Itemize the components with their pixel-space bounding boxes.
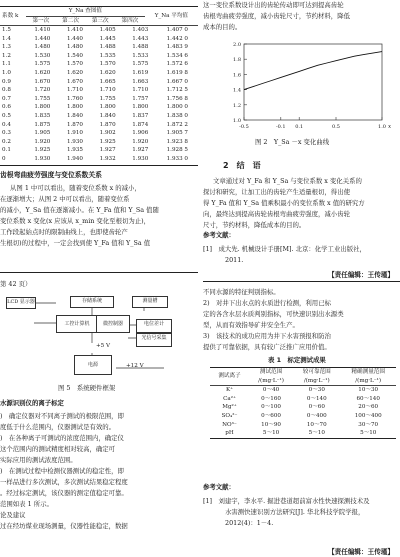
ipc-box: 工控计算机 xyxy=(56,315,98,333)
table-cell: 1.906 xyxy=(132,130,149,137)
calibration-body xyxy=(0,411,198,532)
lcd-box: LCD 显示器 xyxy=(6,297,36,309)
editor-credit-bottom: 【责任编辑：王传瑾】 xyxy=(328,548,394,556)
table-cell: 0～600 xyxy=(261,412,281,419)
label-12v: +12 V xyxy=(126,363,144,369)
table-header-row xyxy=(210,368,396,386)
storage-box: 存储系统 xyxy=(70,296,114,308)
table-cell: 1.840 xyxy=(99,112,116,119)
table-cell: 1.480 xyxy=(66,44,83,51)
table-header-cell: 较可靠范围 /(mg·L⁻¹) xyxy=(293,368,340,386)
table-cell: 1.928 5 xyxy=(166,147,188,154)
table-cell: 1.2 xyxy=(2,52,11,59)
table-cell: 0～30 xyxy=(308,387,325,394)
text-line: 工作段起始点时的限制曲线上，也即使齿轮产 xyxy=(0,228,128,236)
table-cell: 1.534 6 xyxy=(166,52,188,59)
table-cell: 0～60 xyxy=(308,404,325,411)
table-cell: 1.800 0 xyxy=(166,104,188,111)
table-cell: 1.405 xyxy=(99,27,116,33)
table-cell: Ca²⁺ xyxy=(223,395,236,402)
figure-caption-2: 图 2 Y_Sa －x 变化曲线 xyxy=(255,138,330,146)
table-cell: 1.443 xyxy=(132,35,149,42)
text-line: 这个范围内的测试精度相对较高，确定可 xyxy=(0,445,116,453)
table-row xyxy=(0,86,198,95)
text-line: 得 Y_Fa 值和 Y_Sa 值乘积最小的变位系数 x 值的研究方 xyxy=(203,199,365,207)
table-row xyxy=(0,95,198,104)
table-cell: 0～40 xyxy=(262,387,280,394)
table-cell: 1.407 0 xyxy=(166,27,188,33)
text-line: 度低于什么范围内，仪器测试是有效的。 xyxy=(0,423,116,431)
table-cell: 1.923 8 xyxy=(166,138,188,145)
y-tick-label: 1.0 xyxy=(233,118,241,124)
table-cell: 20～60 xyxy=(358,404,379,411)
text-line: 定的各含水层水质判别指标，可快速识别出水源类 xyxy=(203,310,344,318)
table-cell: 1.442 0 xyxy=(166,35,188,42)
text-line: [1] 刘建宇，李水平. 掘进巷道超前富水性快速探测技术及 xyxy=(203,497,370,505)
table-cell: 1.4 xyxy=(2,35,11,42)
table-cell: 1.575 xyxy=(34,61,51,68)
table-cell: 1.667 0 xyxy=(166,78,188,85)
table-cell: 1.488 xyxy=(99,44,116,51)
table-cell: 1.755 xyxy=(99,95,116,102)
left-section-body xyxy=(0,183,198,249)
text-line: 文章通过对 Y_Fa 和 Y_Sa 与变位系数 x 变化关系的 xyxy=(213,177,362,185)
table-cell: 1.933 0 xyxy=(166,155,188,162)
table-cell: 1.757 xyxy=(132,95,149,102)
text-line: 生根切)的过程中，一定会找到使 Y_Fa 值和 Y_Sa 值 xyxy=(0,239,151,247)
table-cell: 1.575 xyxy=(132,61,149,68)
table-cell: 0.8 xyxy=(2,87,11,94)
table-cell: 1.663 xyxy=(132,78,149,85)
table-cell: 1.570 xyxy=(66,61,83,68)
table-cell: 1.483 9 xyxy=(166,44,188,51)
conclusion-body xyxy=(203,176,400,231)
y-tick-label: 1.8 xyxy=(233,57,241,64)
table-cell: 0.7 xyxy=(2,95,11,102)
text-line: 尺寸，节约材料，降低成本的目的。 xyxy=(203,221,306,229)
editor-credit-top: 【责任编辑：王传瑾】 xyxy=(328,271,394,279)
text-line: 型，从而有效指导矿井安全生产。 xyxy=(203,321,299,329)
table-cell: 0.5 xyxy=(2,112,11,119)
x-tick-label: 0.1 xyxy=(295,124,304,130)
table-cell: 1.840 xyxy=(66,112,83,119)
table-cell: SO₄²⁻ xyxy=(221,412,238,419)
x-tick-label: 0.5 xyxy=(332,124,340,130)
table-cell: 1.930 xyxy=(132,155,149,162)
x-axis-label: x xyxy=(388,124,392,130)
table-row xyxy=(210,386,396,395)
table-cell: 0.2 xyxy=(2,138,11,145)
table-row xyxy=(210,395,396,404)
table-cell: 1.572 6 xyxy=(166,61,188,68)
text-line: 从图 1 中可以看出，随着变位系数 x 的减小， xyxy=(10,184,141,192)
text-line: [1] 成大先. 机械设计手册[M]. 北京：化学工业出版社， xyxy=(203,245,366,253)
table-cell: 1.800 xyxy=(34,104,51,111)
text-line: 向，最终达到提高齿轮齿根弯曲疲劳强度，减小齿轮 xyxy=(203,210,350,218)
table-row xyxy=(0,121,198,130)
table-cell: 1.410 xyxy=(66,27,83,33)
table-cell: 1.940 xyxy=(66,155,83,162)
table-cell: 1.670 xyxy=(34,78,51,85)
table-cell: 1.403 xyxy=(132,27,149,33)
table-cell: 0～400 xyxy=(306,412,327,419)
x-tick-label: -0.1 xyxy=(275,124,286,130)
table-cell: 1.445 xyxy=(99,35,116,42)
table-cell: 1.3 xyxy=(2,44,11,51)
text-line: 齿根弯曲疲劳强度，减小齿轮尺寸，节约材料，降低 xyxy=(203,12,350,20)
subheader-cell: 第三次 xyxy=(91,17,109,24)
text-line: 成本的目的。 xyxy=(203,23,242,31)
table-cell: 1.619 xyxy=(132,69,149,76)
table-cell: pH xyxy=(210,429,249,438)
table-cell: 1.927 xyxy=(99,147,116,154)
table1-title: 表 1 标定测试成果 xyxy=(268,356,326,364)
table-cell: 1.710 xyxy=(66,87,83,94)
text-line: 探讨和研究，让加工出的齿轮产生适量根切，得出使 xyxy=(203,188,350,196)
table-cell: 1.710 xyxy=(99,87,116,94)
mcu-box: 微控制器 xyxy=(96,315,130,333)
table-row xyxy=(0,69,198,78)
table-cell: 1.872 2 xyxy=(166,121,188,128)
text-line: 提供了可靠依据，具有较广泛推广应用价值。 xyxy=(203,343,331,351)
table-row xyxy=(0,112,198,121)
y-tick-label: 2.0 xyxy=(233,42,241,48)
table-cell: 1.925 xyxy=(99,138,116,145)
table-cell: 0.1 xyxy=(2,147,11,154)
table-cell: 1.875 xyxy=(34,121,51,128)
table-cell: Mg²⁺ xyxy=(222,404,237,411)
table-cell: 10～30 xyxy=(358,387,379,394)
table-cell: 1.5 xyxy=(2,27,11,33)
table-cell: 1.619 8 xyxy=(166,69,188,76)
table-cell: 1.870 xyxy=(66,121,83,128)
table-cell: 0.9 xyxy=(2,78,11,85)
table-cell: 1.0 xyxy=(2,69,11,76)
text-line: ) 在各种离子可测试的浓度范围内，确定仪 xyxy=(0,434,124,442)
table-cell: 1.920 xyxy=(34,138,51,145)
table-cell: 1.440 xyxy=(66,35,83,42)
table-row xyxy=(0,146,198,155)
reference-1-bottom xyxy=(203,496,400,529)
table-cell: 1.620 xyxy=(99,69,116,76)
calibration-heading: 水源识别仪的离子标定 xyxy=(0,399,64,407)
col-k-header: 系数 k xyxy=(2,12,19,19)
table-cell: 1.838 0 xyxy=(166,112,188,119)
table-cell: 1.932 xyxy=(99,155,116,162)
bottom-right-intro xyxy=(203,287,400,353)
table-cell: 1.1 xyxy=(2,61,11,68)
table-cell: 1.665 xyxy=(99,78,116,85)
table-cell: 1.530 xyxy=(34,52,51,59)
table-cell: 1.720 xyxy=(34,87,51,94)
refs-heading-bottom: 参考文献： xyxy=(203,483,235,491)
text-line: 的减小，Y_Sa 值在逐渐减小。在 Y_Fa 值和 Y_Sa 值随 xyxy=(0,206,159,214)
table-cell: 1.800 xyxy=(132,104,149,111)
table-row xyxy=(0,52,198,61)
table-row xyxy=(0,78,198,87)
text-line: 变位系数 x 变化(x 应该从 x_min 变化至根切为止)， xyxy=(0,217,151,225)
table-cell: 100～400 xyxy=(354,412,382,419)
text-line: 这一变位系数设计出的齿轮传动即可达到提高齿轮 xyxy=(203,1,344,9)
table-cell: 1.835 xyxy=(34,112,51,119)
table-cell: 1.905 xyxy=(34,130,51,137)
group-header: Y_Na 查图值 xyxy=(26,7,145,16)
series-line xyxy=(244,52,382,90)
table-cell: 1.930 xyxy=(66,138,83,145)
table-cell: 1.760 xyxy=(66,95,83,102)
text-line: 。经过标定测试，该仪器的测定值稳定可靠。 xyxy=(0,489,128,497)
table-cell: 60～140 xyxy=(356,395,380,402)
table-row xyxy=(210,421,396,430)
table-cell: 1.410 xyxy=(34,27,51,33)
table-cell: 1.870 xyxy=(99,121,116,128)
table-cell: 1.935 xyxy=(66,147,83,154)
table-cell: 30～70 xyxy=(358,421,379,428)
table-cell: 1.800 xyxy=(66,104,83,111)
subheader-cell: 第一次 xyxy=(32,17,50,24)
table-cell: 0.6 xyxy=(2,104,11,111)
table-cell: K⁺ xyxy=(225,387,234,394)
table-cell: 1.670 xyxy=(66,78,83,85)
table-cell: 0.4 xyxy=(2,121,11,128)
table-cell: 1.710 xyxy=(132,87,149,94)
table-cell: 1.920 xyxy=(132,138,149,145)
avg-header: Y_Na 平均值 xyxy=(154,12,189,19)
table-cell: 0.3 xyxy=(2,130,11,137)
table-row xyxy=(0,155,198,164)
text-line: ) 在测试过程中检测仪器测试的稳定性，即 xyxy=(0,467,124,475)
table-cell: 5～10 xyxy=(249,429,293,438)
table-cell: 1.480 xyxy=(34,44,51,51)
subheader-cell: 第四次 xyxy=(121,17,139,24)
text-line: 范围如表 1 所示。 xyxy=(0,500,53,508)
figure-caption-5: 图 5 系统硬件框架 xyxy=(58,384,116,392)
subheader-cell: 第二次 xyxy=(62,17,79,24)
y-tick-label: 1.2 xyxy=(233,102,241,109)
reference-1-top xyxy=(203,244,400,266)
table-row xyxy=(0,60,198,69)
table-cell: 1.540 xyxy=(66,52,83,59)
text-line: 一样品进行多次测试，多次测试结果稳定程度 xyxy=(0,478,128,486)
table-header-cell: 测试离子 xyxy=(210,368,249,386)
table-cell: 1.925 xyxy=(34,147,51,154)
text-line: 2012(4)：1－4. xyxy=(225,519,274,527)
text-line: 过在经坊煤业现场测量，仪器性能稳定，数据 xyxy=(0,522,128,530)
table-cell: 0～160 xyxy=(261,395,281,402)
table-row xyxy=(210,412,396,421)
table-row xyxy=(0,138,198,147)
table-cell: 0～140 xyxy=(306,395,327,402)
table-cell: 10～70 xyxy=(306,421,327,428)
table-cell: 1.570 xyxy=(99,61,116,68)
table-cell: 1.902 xyxy=(99,130,116,137)
x-tick-label: 1.0 xyxy=(378,124,386,130)
table-cell: 1.927 xyxy=(132,147,149,154)
x-tick-label: -0.5 xyxy=(239,124,249,130)
table-row xyxy=(0,103,198,112)
table-row xyxy=(0,43,198,52)
text-line: 不同水源的特征判别指标。 xyxy=(203,288,280,296)
table-cell: 1.533 xyxy=(132,52,149,59)
measure-cell-box: 测量槽 xyxy=(132,296,168,308)
section-heading-left: 齿根弯曲疲劳强度与变位系数关系 xyxy=(0,171,102,179)
table-cell: 5～10 xyxy=(293,429,340,438)
chart-ysa-x xyxy=(222,38,397,136)
system-hardware-diagram xyxy=(4,293,194,379)
text-line: 在逐渐增大；从图 2 中可以看出，随着变位系 xyxy=(0,195,130,203)
text-line: 水害测快速识别方法研究[J]. 华北科技学院学报， xyxy=(225,508,365,516)
conclusion-heading: 2 结 语 xyxy=(223,161,261,170)
text-line: ) 确定仪器对不同离子测试的极限范围，即 xyxy=(0,412,124,420)
table-header-cell: 测试范围 /(mg·L⁻¹) xyxy=(249,368,293,386)
table-cell: 0～100 xyxy=(261,404,281,411)
potentiometer-box: 电位差计 xyxy=(136,319,172,333)
table-row xyxy=(0,129,198,138)
table-row xyxy=(0,26,198,35)
table-cell: 0 xyxy=(2,155,6,162)
table-cell: 1.756 8 xyxy=(166,95,188,102)
table-cell: 1.905 7 xyxy=(166,130,188,137)
y-tick-label: 1.4 xyxy=(233,87,241,94)
table-cell: 1.930 xyxy=(34,155,51,162)
table-cell: 1.535 xyxy=(99,52,116,59)
table-cell: 1.440 xyxy=(34,35,51,42)
continued-note: 第 42 页） xyxy=(0,280,32,288)
table-cell: 10～90 xyxy=(261,421,281,428)
text-line: 3) 该技术的成功应用为井下水害预报和防治 xyxy=(203,332,331,340)
label-5v: +5 V xyxy=(96,343,111,349)
table-row xyxy=(210,403,396,412)
table-cell: 1.755 xyxy=(34,95,51,102)
text-line: 论及建议 xyxy=(0,511,26,519)
optical-box: 光信号采集 xyxy=(136,333,172,347)
table-cell: 1.712 5 xyxy=(166,87,188,94)
table-cell: 1.837 xyxy=(132,112,149,119)
text-line: 实际应用的测试浓度范围。 xyxy=(0,456,77,464)
table-cell: 1.910 xyxy=(66,130,83,137)
table-cell: 1.488 xyxy=(132,44,149,51)
table-cell: 1.874 xyxy=(132,121,149,128)
table-row xyxy=(210,429,396,438)
table-row xyxy=(0,35,198,44)
text-line: 2011. xyxy=(225,256,244,264)
power-box: 电源 xyxy=(74,355,112,375)
table-cell: NO³⁻ xyxy=(222,421,237,428)
right-intro xyxy=(203,0,400,33)
y-tick-label: 1.6 xyxy=(233,72,241,79)
table-header-cell: 精确测量范围 /(mg·L⁻¹) xyxy=(340,368,396,386)
table-cell: 5～10 xyxy=(340,429,396,438)
table-cell: 1.620 xyxy=(66,69,83,76)
refs-heading-top: 参考文献： xyxy=(203,231,235,239)
text-line: 2) 对井下出水点的水质进行检测，利用已标 xyxy=(203,299,331,307)
table-cell: 1.800 xyxy=(99,104,116,111)
table-cell: 1.620 xyxy=(34,69,51,76)
